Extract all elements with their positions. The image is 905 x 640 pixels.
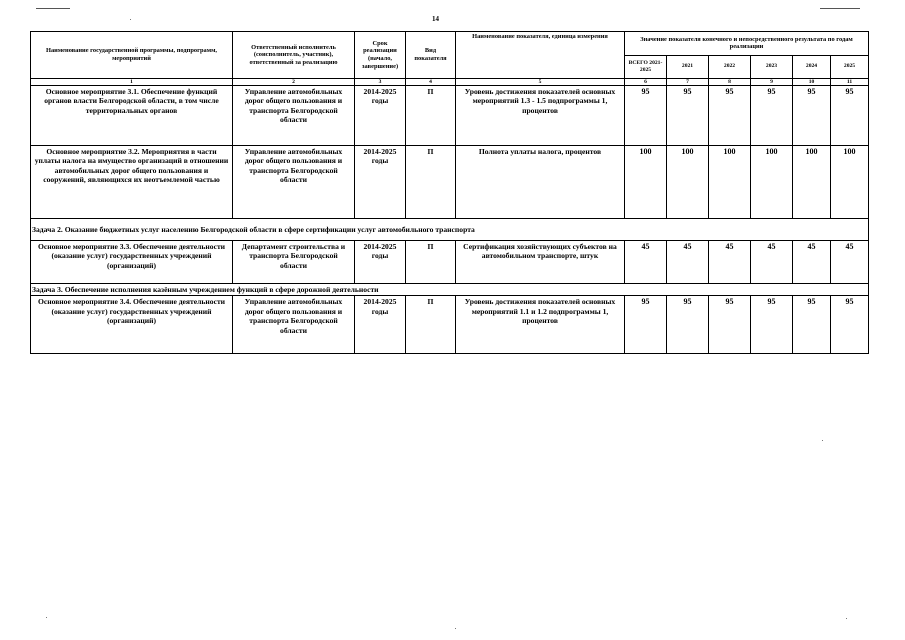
indicator-type: П [406,86,456,146]
period: 2014-2025 годы [355,241,406,284]
measure-name: Основное мероприятие 3.2. Мероприятия в части уплаты налога на имущество организаций в отношении автомобильных дорог общего пользования и сооружений, являющихся их неотъемлемой частью [31,146,233,219]
header-name: Наименование государственной программы, подпрограмм, мероприятий [31,32,233,79]
table-row [31,296,869,354]
scan-line-top-left [36,8,70,9]
table-row [31,146,869,219]
value-year: 100 [831,146,869,219]
table-row [31,241,869,284]
period: 2014-2025 годы [355,86,406,146]
column-number: 1 [31,79,233,86]
column-number: 7 [667,79,709,86]
value-year: 95 [793,296,831,354]
header-year: 2021 [667,55,709,79]
value-year: 95 [667,86,709,146]
column-number: 5 [456,79,625,86]
column-number: 4 [406,79,456,86]
column-number: 10 [793,79,831,86]
measure-name: Основное мероприятие 3.3. Обеспечение деятельности (оказание услуг) государственных учреждений (организаций) [31,241,233,284]
value-year: 95 [831,86,869,146]
header-row [31,32,869,56]
value-year: 95 [667,296,709,354]
value-year: 45 [831,241,869,284]
period: 2014-2025 годы [355,146,406,219]
task-heading: Задача 2. Оказание бюджетных услуг населению Белгородской области в сфере сертификации услуг автомобильного транспорта [31,219,869,241]
indicator-name: Уровень достижения показателей основных мероприятий 1.1 и 1.2 подпрограммы 1, процентов [456,296,625,354]
header-type: Вид показателя [406,32,456,79]
task-row [31,219,869,241]
indicator-name: Уровень достижения показателей основных мероприятий 1.3 - 1.5 подпрограммы 1, процентов [456,86,625,146]
value-total: 95 [625,296,667,354]
indicator-name: Полнота уплаты налога, процентов [456,146,625,219]
header-values-group: Значение показателя конечного и непосредственного результата по годам реализации [625,32,869,56]
value-year: 100 [667,146,709,219]
column-number: 2 [233,79,355,86]
indicator-type: П [406,241,456,284]
scan-line-top-right [820,8,860,9]
scan-dot [822,440,823,441]
column-numbers-row [31,79,869,86]
page-number: 14 [432,15,439,23]
header-executor: Ответственный исполнитель (соисполнитель, участник), ответственный за реализацию [233,32,355,79]
value-year: 45 [709,241,751,284]
value-total: 95 [625,86,667,146]
value-year: 95 [751,296,793,354]
column-number: 11 [831,79,869,86]
indicator-name: Сертификация хозяйствующих субъектов на автомобильном транспорте, штук [456,241,625,284]
value-total: 100 [625,146,667,219]
value-year: 100 [709,146,751,219]
task-heading: Задача 3. Обеспечение исполнения казённым учреждением функций в сфере дорожной деятельности [31,284,869,296]
executor: Департамент строительства и транспорта Белгородской области [233,241,355,284]
indicator-type: П [406,296,456,354]
measure-name: Основное мероприятие 3.1. Обеспечение функций органов власти Белгородской области, в том числе территориальных органов [31,86,233,146]
value-year: 100 [751,146,793,219]
scan-dot [130,19,131,20]
scan-dot [455,628,456,629]
header-year: 2022 [709,55,751,79]
header-period: Срок реализации (начало, завершение) [355,32,406,79]
header-year: 2025 [831,55,869,79]
column-number: 8 [709,79,751,86]
scan-dot [846,618,847,619]
column-number: 3 [355,79,406,86]
header-indicator: Наименование показателя, единица измерения [456,32,625,79]
executor: Управление автомобильных дорог общего пользования и транспорта Белгородской области [233,86,355,146]
value-year: 95 [709,86,751,146]
column-number: 6 [625,79,667,86]
value-year: 45 [667,241,709,284]
column-number: 9 [751,79,793,86]
header-total: ВСЕГО 2021-2025 [625,55,667,79]
header-year: 2023 [751,55,793,79]
measure-name: Основное мероприятие 3.4. Обеспечение деятельности (оказание услуг) государственных учреждений (организаций) [31,296,233,354]
table-row [31,86,869,146]
period: 2014-2025 годы [355,296,406,354]
header-year: 2024 [793,55,831,79]
results-table [30,31,869,354]
task-row [31,284,869,296]
value-year: 95 [831,296,869,354]
value-year: 95 [709,296,751,354]
executor: Управление автомобильных дорог общего пользования и транспорта Белгородской области [233,296,355,354]
value-total: 45 [625,241,667,284]
value-year: 45 [793,241,831,284]
value-year: 95 [751,86,793,146]
value-year: 95 [793,86,831,146]
indicator-type: П [406,146,456,219]
value-year: 100 [793,146,831,219]
scan-dot [46,617,47,618]
executor: Управление автомобильных дорог общего пользования и транспорта Белгородской области [233,146,355,219]
value-year: 45 [751,241,793,284]
